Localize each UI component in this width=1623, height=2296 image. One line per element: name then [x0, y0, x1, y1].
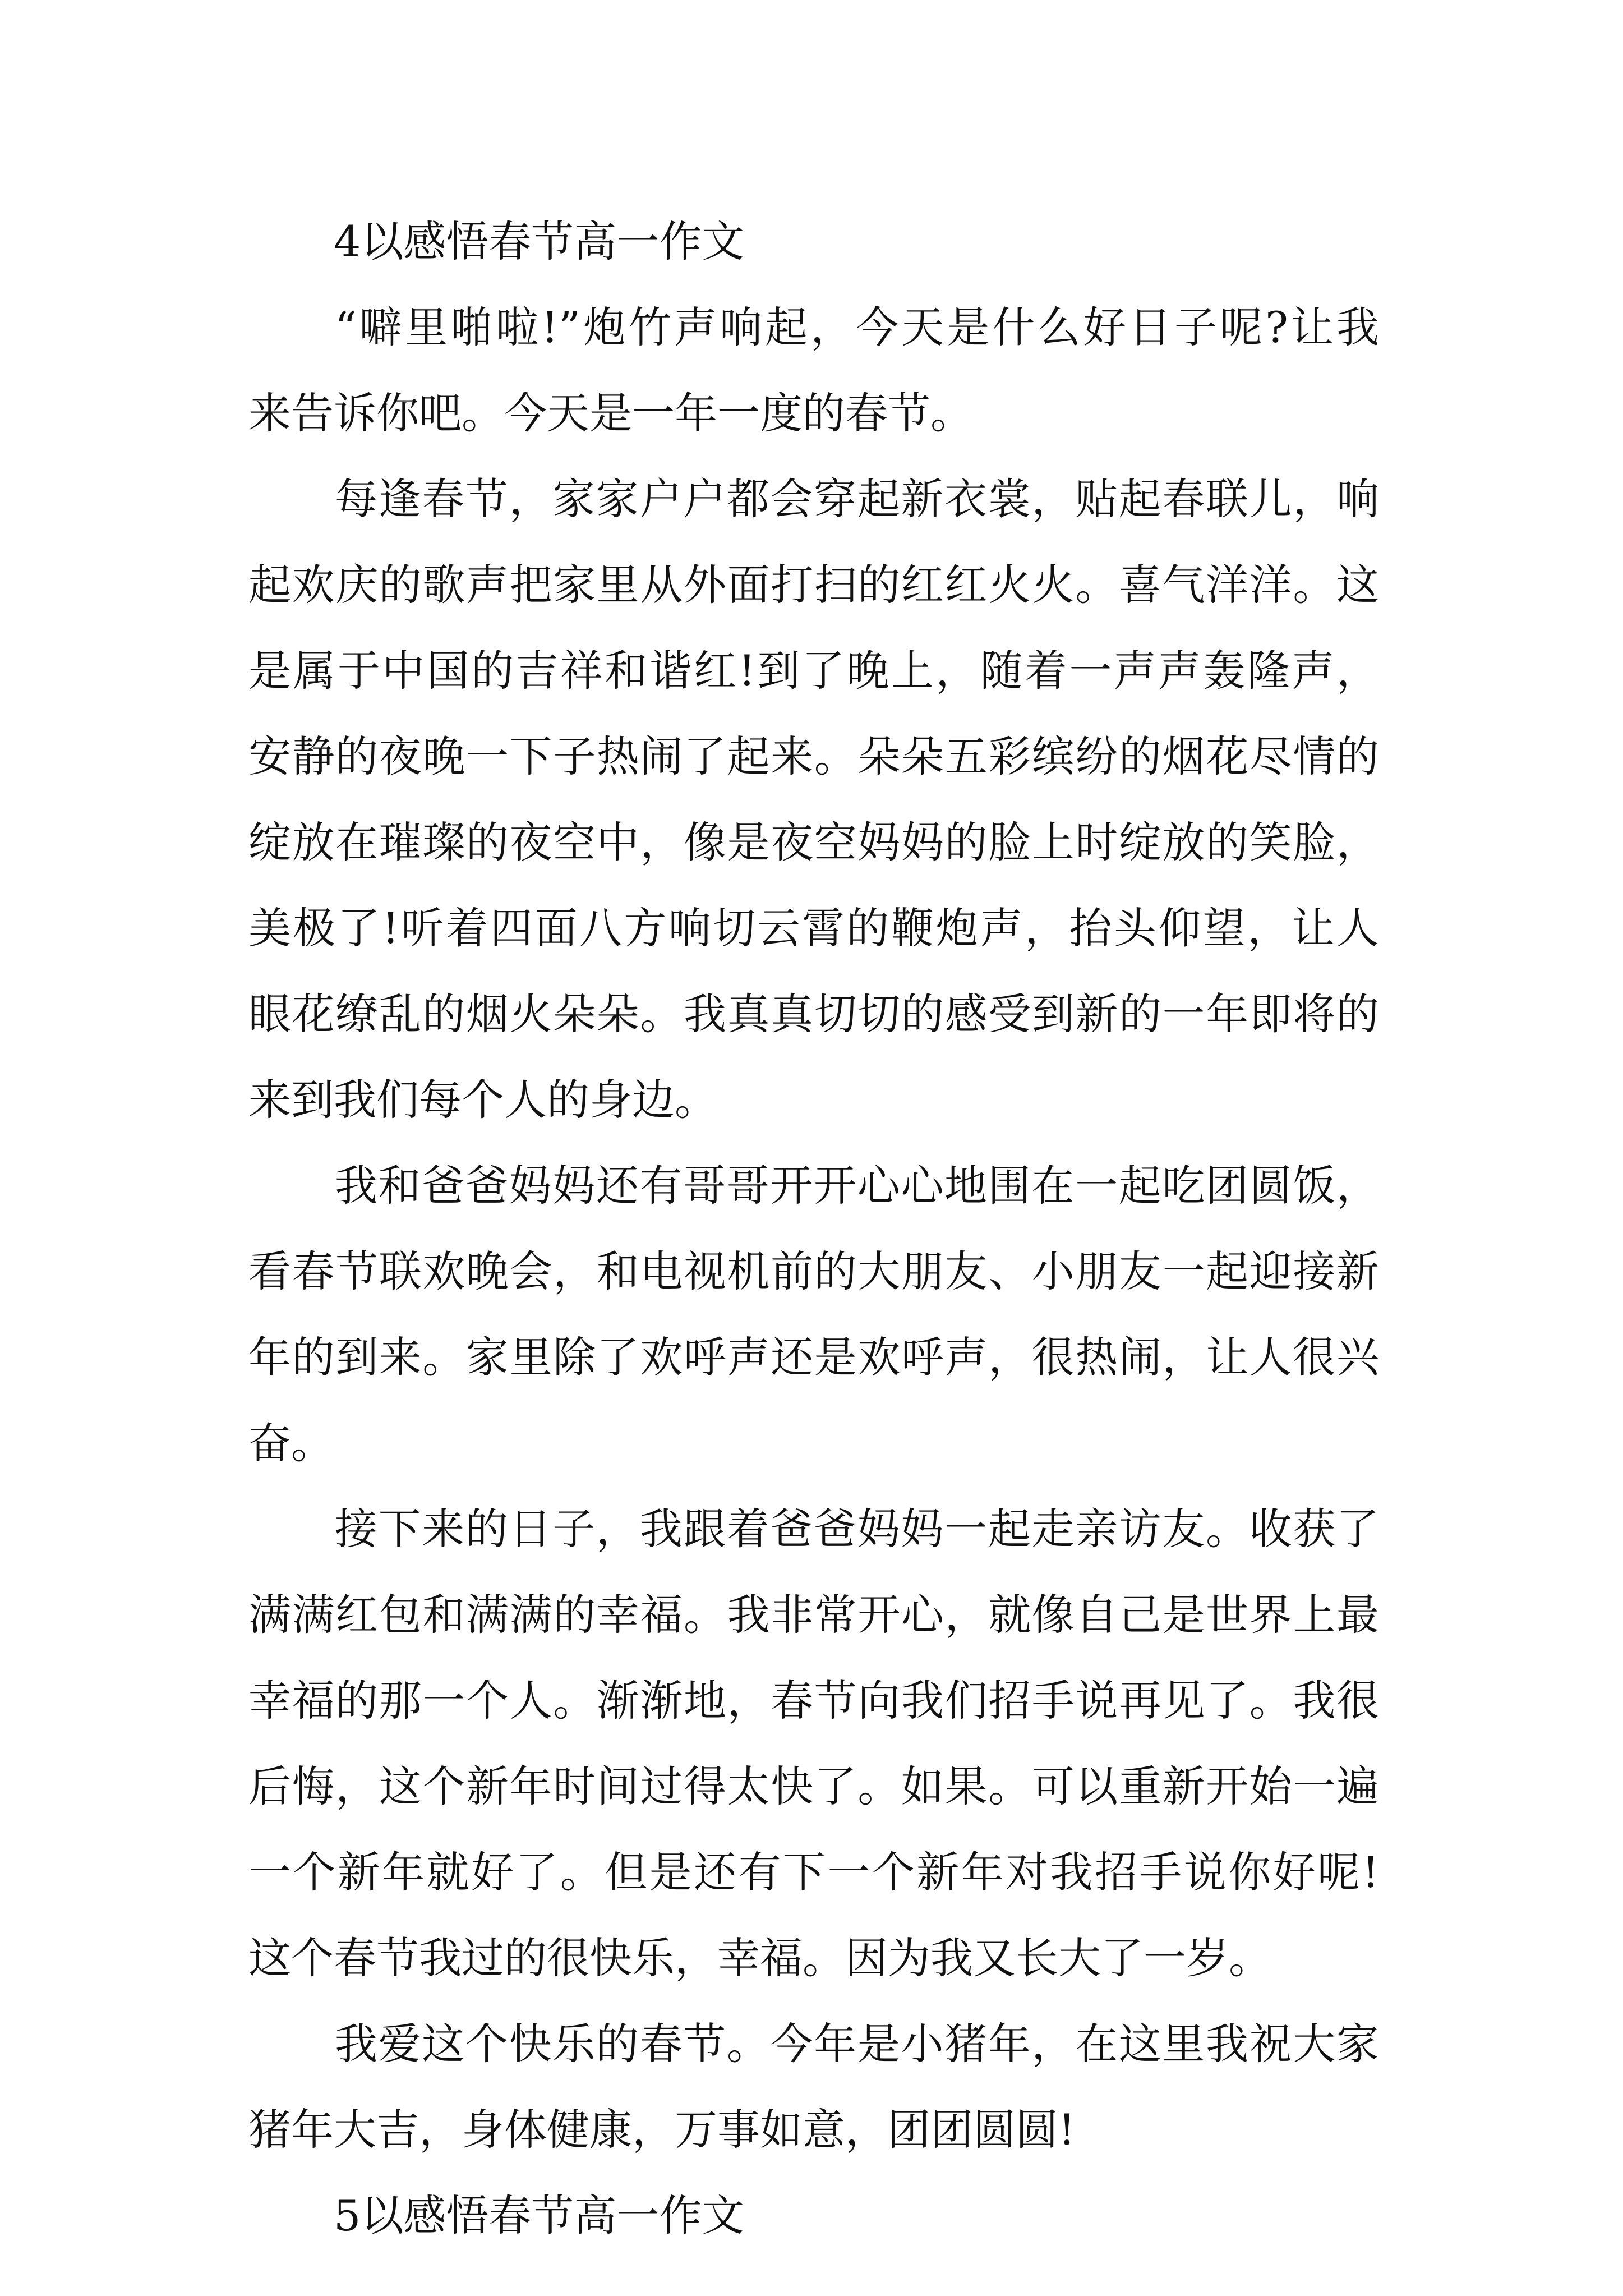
paragraph-line: 这个春节我过的很快乐，幸福。因为我又长大了一岁。 — [248, 1933, 1271, 1983]
paragraph-line: 接下来的日子，我跟着爸爸妈妈一起走亲访友。收获了 — [335, 1504, 1379, 1554]
paragraph-line: 后悔，这个新年时间过得太快了。如果。可以重新开始一遍 — [248, 1761, 1379, 1811]
paragraph-line: 奋。 — [248, 1418, 334, 1468]
paragraph-line: 绽放在璀璨的夜空中，像是夜空妈妈的脸上时绽放的笑脸， — [248, 817, 1379, 867]
paragraph-line: 起欢庆的歌声把家里从外面打扫的红红火火。喜气洋洋。这 — [248, 560, 1379, 610]
paragraph-line: 幸福的那一个人。渐渐地，春节向我们招手说再见了。我很 — [248, 1676, 1379, 1726]
paragraph-line: 猪年大吉，身体健康，万事如意，团团圆圆! — [248, 2105, 1076, 2155]
paragraph-line: 我爱这个快乐的春节。今年是小猪年，在这里我祝大家 — [335, 2019, 1379, 2069]
essay-title: 5以感悟春节高一作文 — [334, 2191, 745, 2240]
paragraph-line: 来到我们每个人的身边。 — [248, 1075, 717, 1125]
paragraph-line: 一个新年就好了。但是还有下一个新年对我招手说你好呢! — [248, 1847, 1379, 1897]
paragraph-line: 来告诉你吧。今天是一年一度的春节。 — [248, 388, 973, 438]
paragraph-line: “噼里啪啦!”炮竹声响起，今天是什么好日子呢?让我 — [335, 302, 1379, 352]
paragraph-line: 满满红包和满满的幸福。我非常开心，就像自己是世界上最 — [248, 1590, 1379, 1640]
paragraph-line: 是属于中国的吉祥和谐红!到了晚上，随着一声声轰隆声， — [248, 646, 1379, 696]
paragraph-line: 安静的夜晚一下子热闹了起来。朵朵五彩缤纷的烟花尽情的 — [248, 731, 1379, 781]
paragraph-line: 我和爸爸妈妈还有哥哥开开心心地围在一起吃团圆饭， — [335, 1161, 1379, 1211]
paragraph-line: 眼花缭乱的烟火朵朵。我真真切切的感受到新的一年即将的 — [248, 989, 1379, 1039]
essay-title: 4以感悟春节高一作文 — [334, 217, 745, 266]
paragraph-line: 美极了!听着四面八方响切云霄的鞭炮声，抬头仰望，让人 — [248, 903, 1379, 953]
paragraph-line: 年的到来。家里除了欢呼声还是欢呼声，很热闹，让人很兴 — [248, 1332, 1379, 1382]
essay-body — [248, 199, 1379, 2258]
paragraph-line: 看春节联欢晚会，和电视机前的大朋友、小朋友一起迎接新 — [248, 1246, 1379, 1296]
paragraph-line: 每逢春节，家家户户都会穿起新衣裳，贴起春联儿，响 — [335, 474, 1379, 524]
